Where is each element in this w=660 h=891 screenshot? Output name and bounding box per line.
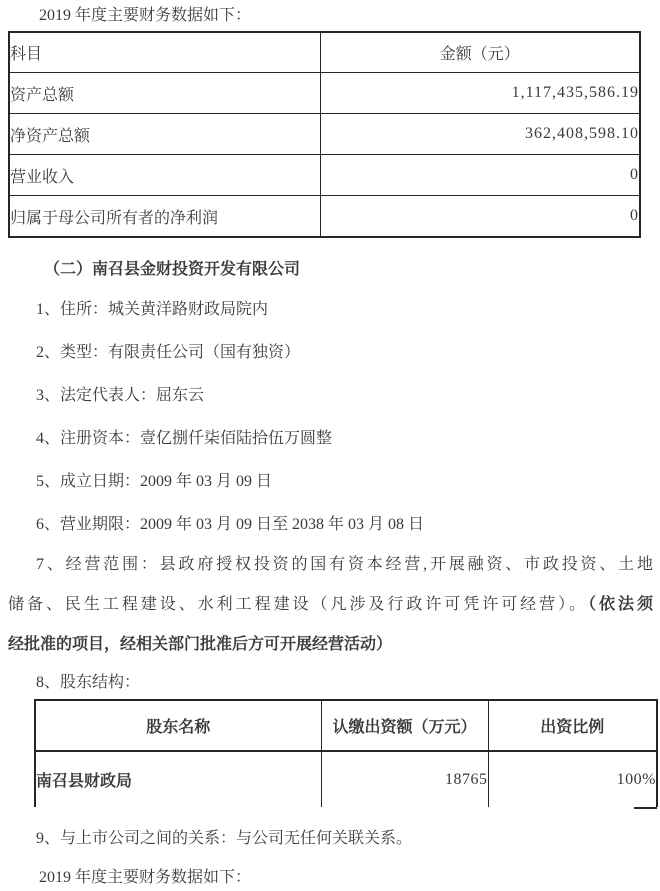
table-row	[9, 155, 640, 196]
header-subscribed-amount: 认缴出资额（万元）	[321, 700, 488, 751]
header-amount: 金额（元）	[320, 32, 640, 73]
business-scope-line3: 经批准的项目，经相关部门批准后方可开展经营活动）	[8, 636, 393, 653]
shareholder-structure-heading: 8、股东结构：	[36, 674, 141, 691]
business-scope-line2-bold: （依法须	[588, 596, 653, 613]
row-label-revenue: 营业收入	[9, 155, 320, 196]
item-established-date: 5、成立日期：2009 年 03 月 09 日	[36, 473, 273, 490]
shareholder-table-header-row	[35, 700, 657, 751]
item-business-term: 6、营业期限：2009 年 03 月 09 日至 2038 年 03 月 08 日	[36, 516, 425, 533]
shareholder-table	[34, 699, 658, 807]
table-row	[9, 114, 640, 155]
header-shareholder-name: 股东名称	[35, 700, 321, 751]
row-subscribed-amount: 18765	[321, 751, 488, 807]
table-row	[9, 196, 640, 238]
item-registered-capital: 4、注册资本：壹亿捌仟柒佰陆拾伍万圆整	[36, 430, 333, 447]
row-ratio: 100%	[488, 751, 657, 807]
financial-table-header-row	[9, 32, 640, 73]
item-residence: 1、住所：城关黄洋路财政局院内	[36, 301, 269, 318]
intro-line: 2019 年度主要财务数据如下：	[39, 7, 252, 24]
item-relationship: 9、与上市公司之间的关系：与公司无任何关联关系。	[36, 830, 413, 847]
table-row	[9, 73, 640, 114]
header-ratio: 出资比例	[488, 700, 657, 751]
row-value-revenue: 0	[320, 155, 640, 196]
row-value-net-profit: 0	[320, 196, 640, 238]
row-value-net-assets: 362,408,598.10	[320, 114, 640, 155]
row-label-net-assets: 净资产总额	[9, 114, 320, 155]
financial-data-table	[8, 31, 641, 238]
business-scope-line2	[8, 595, 653, 615]
business-scope-line1: 7、经营范围：县政府授权投资的国有资本经营,开展融资、市政投资、土地	[36, 556, 653, 573]
header-subject: 科目	[9, 32, 320, 73]
row-label-net-profit: 归属于母公司所有者的净利润	[9, 196, 320, 238]
section-heading: （二）南召县金财投资开发有限公司	[44, 261, 301, 278]
item-company-type: 2、类型：有限责任公司（国有独资）	[36, 344, 301, 361]
business-scope-line2-regular: 储备、民生工程建设、水利工程建设（凡涉及行政许可凭许可经营）。	[8, 596, 589, 613]
row-value-total-assets: 1,117,435,586.19	[320, 73, 640, 114]
item-legal-representative: 3、法定代表人：屈东云	[36, 387, 205, 404]
outro-line: 2019 年度主要财务数据如下：	[39, 869, 252, 886]
table-bottom-partial-border	[634, 807, 657, 809]
row-shareholder-name: 南召县财政局	[35, 751, 321, 807]
table-row	[35, 751, 657, 807]
row-label-total-assets: 资产总额	[9, 73, 320, 114]
